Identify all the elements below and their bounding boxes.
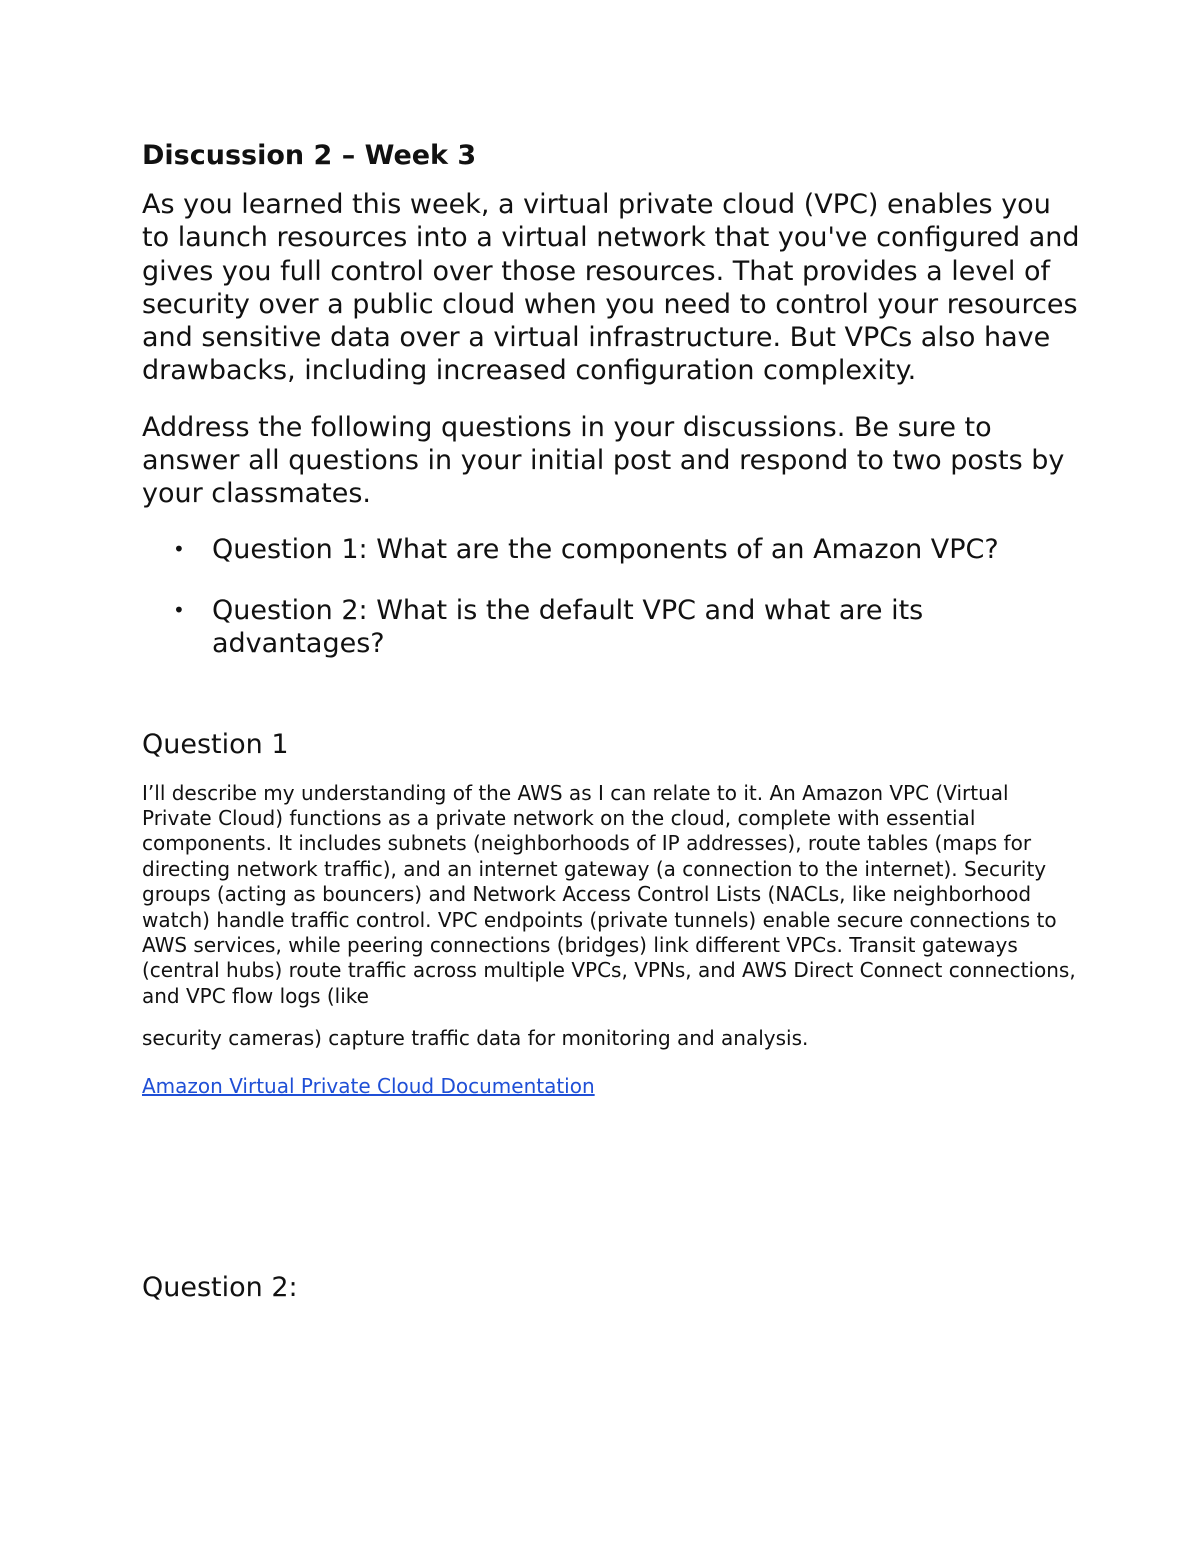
bullet-icon: • (173, 597, 185, 622)
intro-paragraph: As you learned this week, a virtual private cloud (VPC) enables you to launch resources into a virtual network that you've configured and gives you full control over those resources. That provides a level of security over a public cloud when you need to control your resources and sensitive data over a virtual infrastructure. But VPCs also have drawbacks, including increased configuration complexity. (142, 189, 1080, 387)
question-1-heading: Question 1 (142, 728, 289, 760)
document-page (142, 138, 1082, 1306)
question-2-text: Question 2: What is the default VPC and what are its advantages? (212, 594, 924, 660)
question-1-answer: I’ll describe my understanding of the AWS as I can relate to it. An Amazon VPC (Virtual Private Cloud) functions as a private network on the cloud, complete with essential components. It includes subnets (neighborhoods of IP addresses), route tables (maps for directing network traffic), and an internet gateway (a connection to the internet). Security groups (acting as bouncers) and Network Access Control Lists (NACLs, like neighborhood watch) handle traffic control. VPC endpoints (private tunnels) enable secure connections to AWS services, while peering connections (bridges) link different VPCs. Transit gateways (central hubs) route traffic across multiple VPCs, VPNs, and AWS Direct Connect connections, and VPC flow logs (like (142, 780, 1076, 1008)
question-2-heading: Question 2: (142, 1272, 298, 1304)
bullet-icon: • (173, 536, 185, 561)
documentation-link[interactable]: Amazon Virtual Private Cloud Documentation (142, 1074, 595, 1099)
question-1-text: Question 1: What are the components of an Amazon VPC? (212, 533, 999, 565)
question-1-answer-end: security cameras) capture traffic data for monitoring and analysis. (142, 1026, 809, 1051)
list-item (142, 533, 1082, 566)
list-item (142, 594, 1082, 661)
instructions-paragraph: Address the following questions in your discussions. Be sure to answer all questions in your initial post and respond to two posts by your classmates. (142, 411, 1065, 510)
question-list (142, 533, 1082, 661)
document-title: Discussion 2 – Week 3 (142, 140, 477, 171)
